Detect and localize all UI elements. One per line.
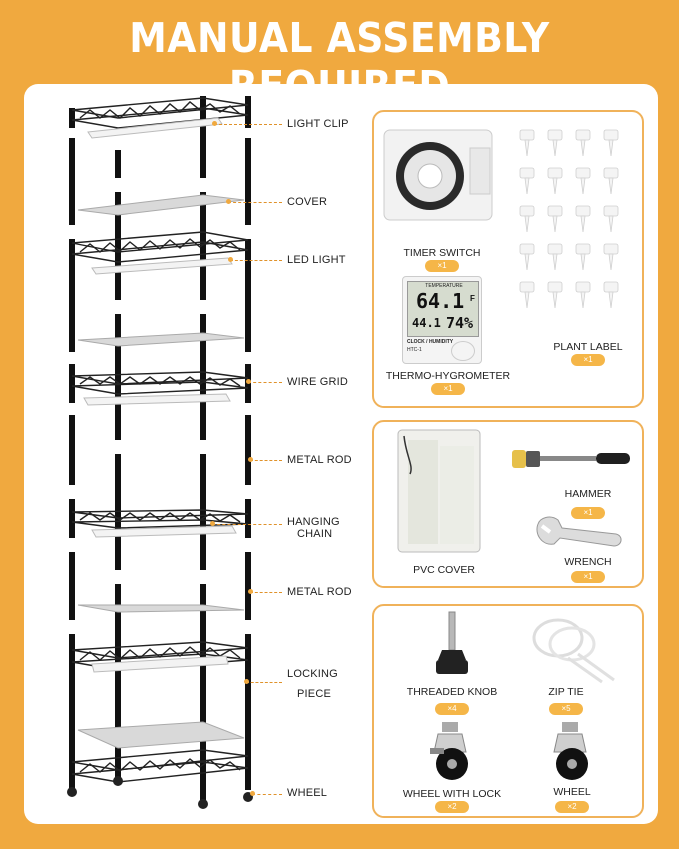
label-hanging-chain-1: HANGING xyxy=(287,516,340,528)
hygrometer-screen-top: TEMPERATURE xyxy=(425,283,463,289)
thermo-hygrometer-image xyxy=(402,276,482,364)
callout-dot xyxy=(248,457,253,462)
hammer-label: HAMMER xyxy=(564,488,612,500)
threaded-knob-label: THREADED KNOB xyxy=(406,686,498,698)
callout-wire-grid xyxy=(248,382,282,383)
shelf-6 xyxy=(72,750,248,782)
callout-dot xyxy=(250,791,255,796)
wrench-qty: ×1 xyxy=(571,571,605,583)
timer-switch-image xyxy=(384,124,496,228)
timer-switch-label: TIMER SWITCH xyxy=(403,247,481,259)
hygrometer-screen-hum-a: 44.1 xyxy=(412,316,441,330)
wheel-with-lock-image xyxy=(428,722,478,782)
callout-dot xyxy=(226,199,231,204)
label-wheel: WHEEL xyxy=(287,787,328,799)
wheel-label: WHEEL xyxy=(553,786,591,798)
timer-switch-qty: ×1 xyxy=(425,260,459,272)
callout-metal-rod-2 xyxy=(250,592,282,593)
callout-dot xyxy=(210,521,215,526)
hygrometer-screen-temp: 64.1 xyxy=(416,289,465,313)
callout-locking-piece xyxy=(246,682,282,683)
wheel-image xyxy=(548,722,598,782)
label-hanging-chain-2: CHAIN xyxy=(297,528,333,540)
zip-tie-image xyxy=(528,614,618,684)
callout-dot xyxy=(246,379,251,384)
callout-dot xyxy=(212,121,217,126)
label-locking-piece-1: LOCKING xyxy=(287,668,338,680)
wrench-image xyxy=(534,514,624,554)
thermo-hygrometer-label: THERMO-HYGROMETER xyxy=(385,370,511,382)
wrench-label: WRENCH xyxy=(564,556,612,568)
pvc-cover-image xyxy=(394,426,484,556)
plant-label-image xyxy=(520,130,630,320)
callout-metal-rod-1 xyxy=(250,460,282,461)
shelf-2 xyxy=(72,232,248,262)
label-locking-piece-2: PIECE xyxy=(297,688,332,700)
page-title: MANUAL ASSEMBLY xyxy=(129,14,550,62)
hygrometer-model: HTC-1 xyxy=(407,347,422,353)
plant-label-label: PLANT LABEL xyxy=(553,341,623,353)
rack-wheels xyxy=(67,776,253,809)
thermo-hygrometer-qty: ×1 xyxy=(431,383,465,395)
callout-dot xyxy=(228,257,233,262)
plant-label-qty: ×1 xyxy=(571,354,605,366)
pvc-cover-label: PVC COVER xyxy=(413,564,475,576)
zip-tie-qty: ×5 xyxy=(549,703,583,715)
label-metal-rod-1: METAL ROD xyxy=(287,454,352,466)
label-led-light: LED LIGHT xyxy=(287,254,346,266)
label-wire-grid: WIRE GRID xyxy=(287,376,349,388)
wheel-with-lock-label: WHEEL WITH LOCK xyxy=(402,788,502,800)
callout-dot xyxy=(248,589,253,594)
callout-hanging-chain xyxy=(212,524,282,525)
callout-dot xyxy=(244,679,249,684)
wheel-qty: ×2 xyxy=(555,801,589,813)
shelf-4 xyxy=(72,510,248,528)
hammer-qty: ×1 xyxy=(571,507,605,519)
callout-wheel xyxy=(252,794,282,795)
callout-cover xyxy=(228,202,282,203)
callout-light-clip xyxy=(214,124,282,125)
hygrometer-buttons xyxy=(451,341,475,361)
threaded-knob-image xyxy=(432,612,472,682)
callout-led-light xyxy=(230,260,282,261)
wheel-with-lock-qty: ×2 xyxy=(435,801,469,813)
hygrometer-screen-hum-b: 74% xyxy=(446,314,474,332)
shelf-3 xyxy=(72,372,248,394)
hygrometer-screen-unit: F xyxy=(470,294,475,303)
label-cover: COVER xyxy=(287,196,328,208)
label-metal-rod-2: METAL ROD xyxy=(287,586,352,598)
hygrometer-brand: CLOCK / HUMIDITY xyxy=(407,339,454,345)
label-light-clip: LIGHT CLIP xyxy=(287,118,349,130)
zip-tie-label: ZIP TIE xyxy=(548,686,584,698)
threaded-knob-qty: ×4 xyxy=(435,703,469,715)
hammer-image xyxy=(512,444,632,474)
